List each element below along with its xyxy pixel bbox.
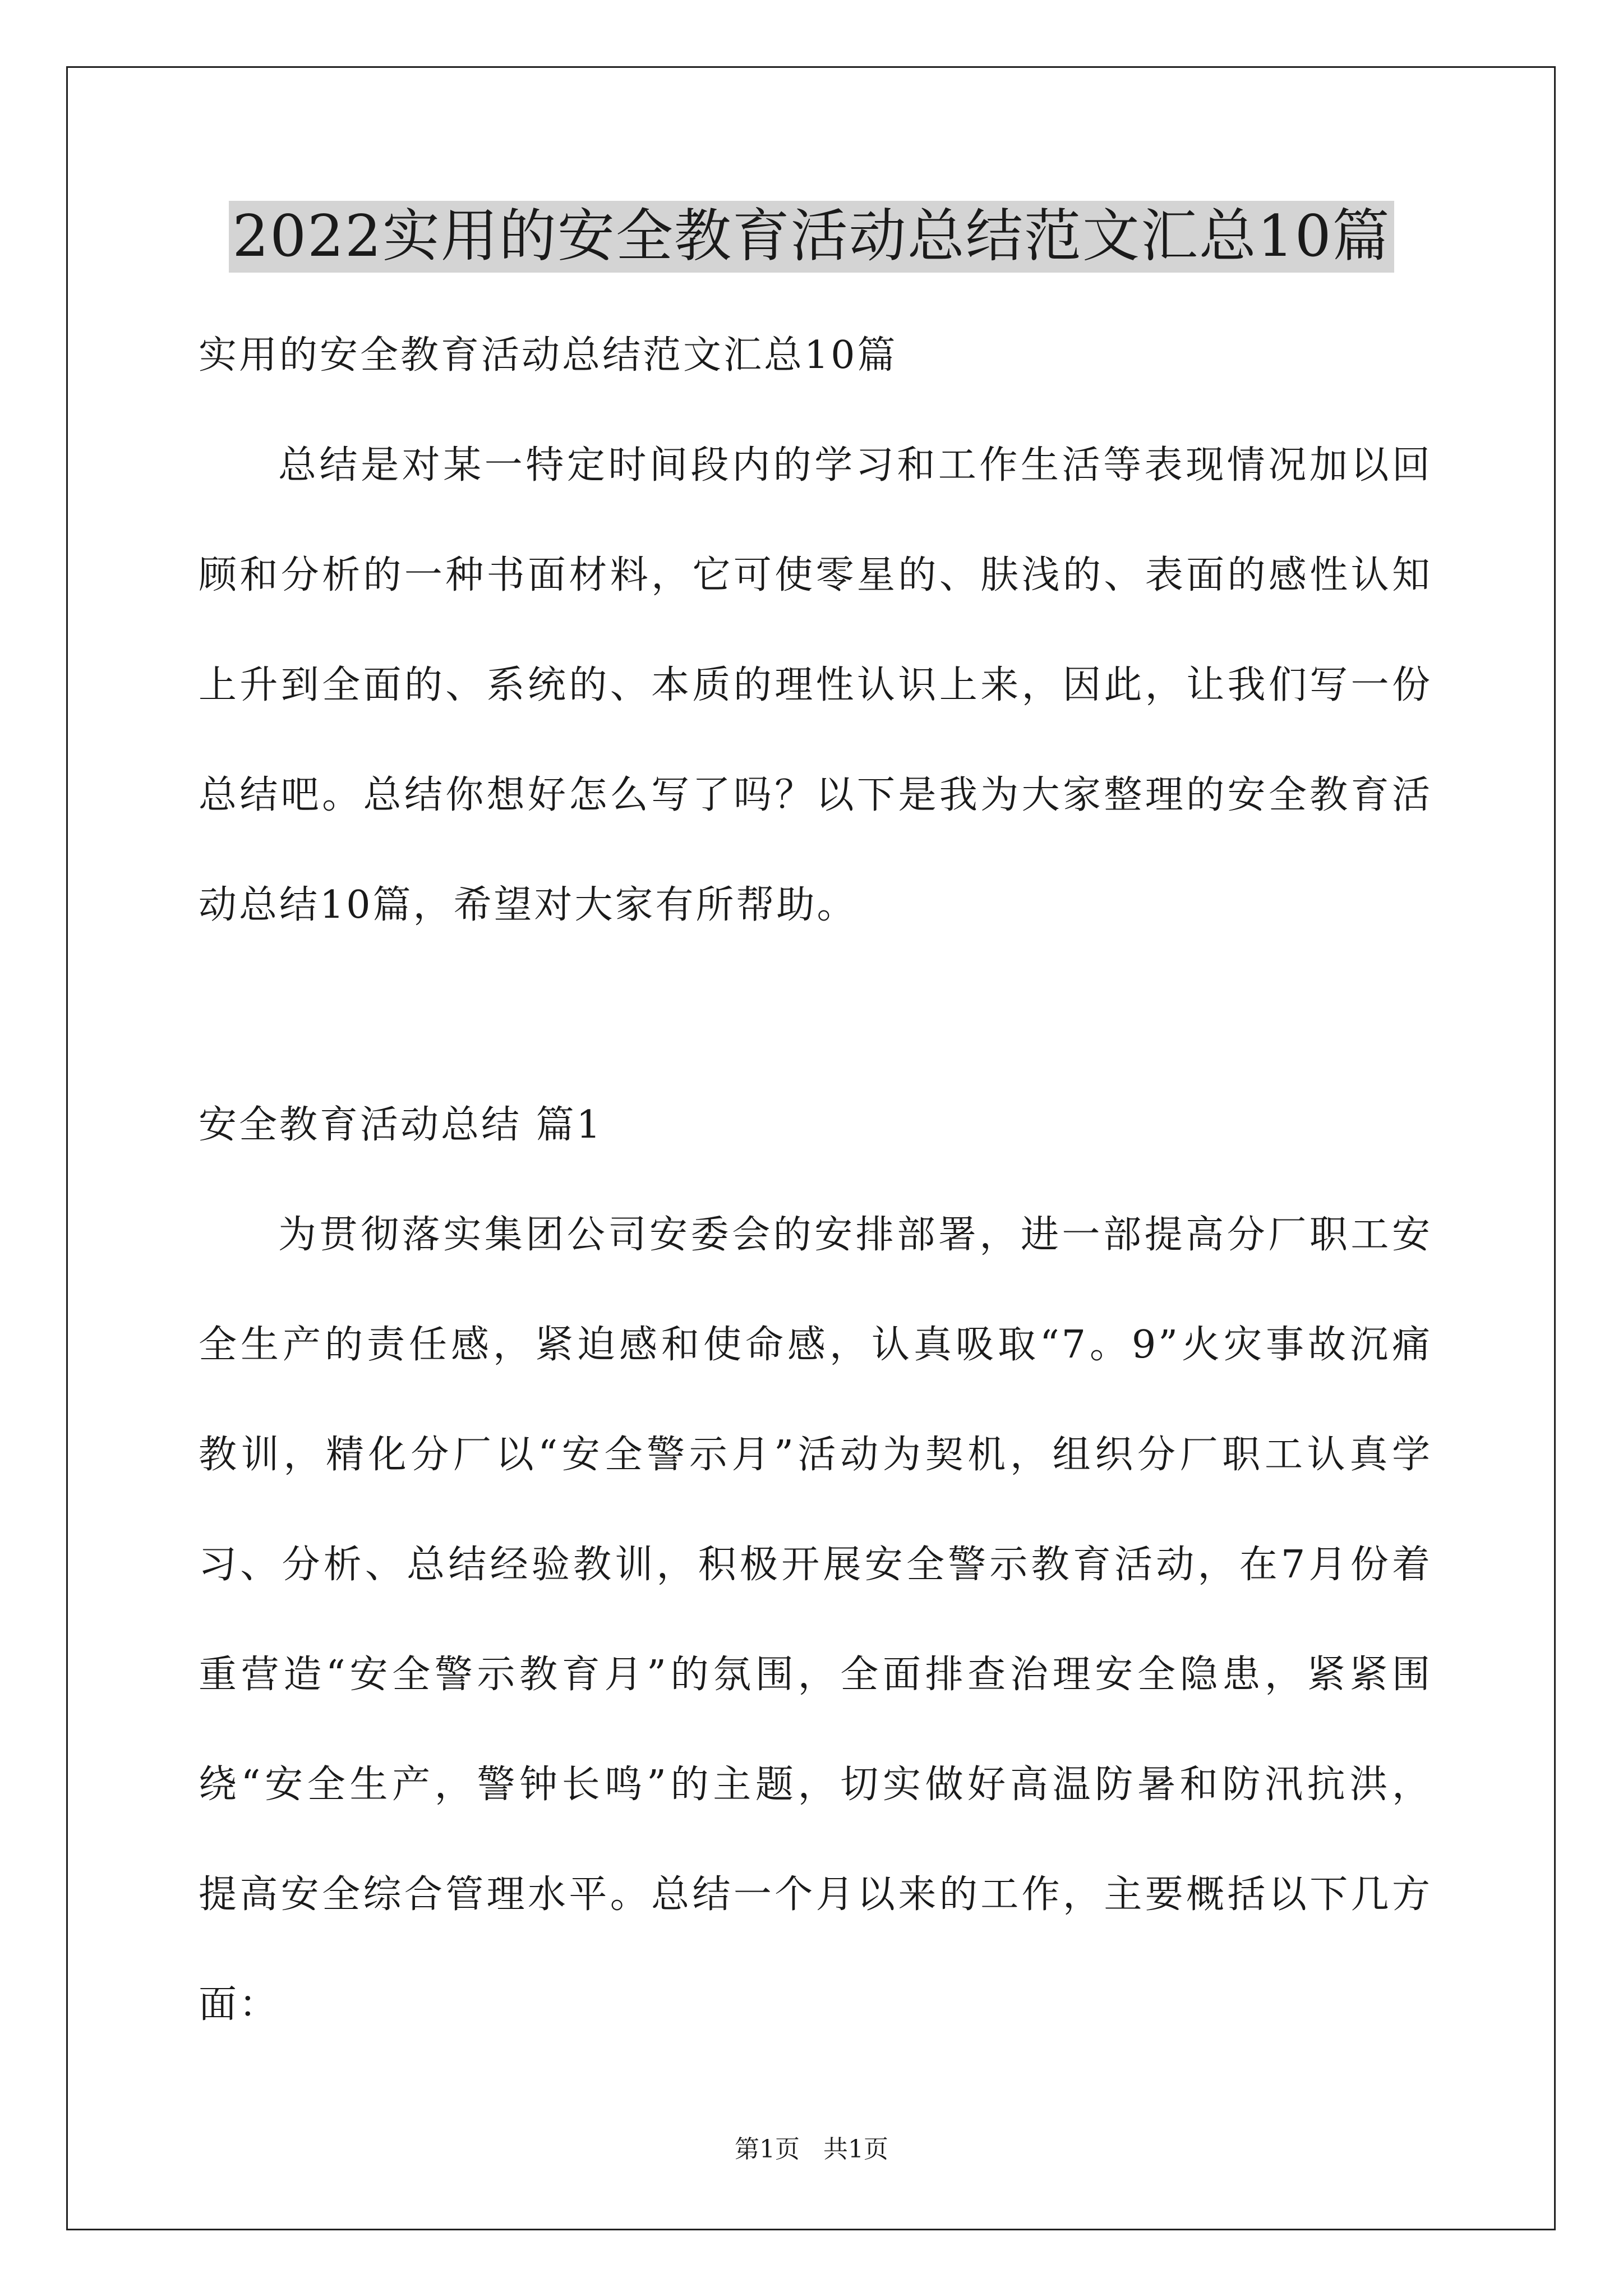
intro-line: 上升到全面的、系统的、本质的理性认识上来，因此，让我们写一份 bbox=[199, 663, 1432, 707]
page-footer: 第1页 共1页 bbox=[735, 2135, 888, 2164]
intro-line: 总结吧。总结你想好怎么写了吗？以下是我为大家整理的安全教育活 bbox=[199, 773, 1432, 817]
intro-line: 顾和分析的一种书面材料，它可使零星的、肤浅的、表面的感性认知 bbox=[199, 553, 1432, 597]
document-title: 2022实用的安全教育活动总结范文汇总10篇 bbox=[229, 201, 1394, 273]
section-line: 提高安全综合管理水平。总结一个月以来的工作，主要概括以下几方 bbox=[199, 1872, 1432, 1917]
section-line: 教训，精化分厂以“安全警示月”活动为契机，组织分厂职工认真学 bbox=[199, 1433, 1432, 1477]
document-subtitle: 实用的安全教育活动总结范文汇总10篇 bbox=[199, 333, 898, 378]
intro-line: 总结是对某一特定时间段内的学习和工作生活等表现情况加以回 bbox=[278, 443, 1432, 487]
section-line: 面： bbox=[199, 1982, 280, 2027]
section-line: 全生产的责任感，紧迫感和使命感，认真吸取“7。9”火灾事故沉痛 bbox=[199, 1323, 1432, 1367]
intro-line: 动总结10篇，希望对大家有所帮助。 bbox=[199, 883, 857, 927]
section-line: 为贯彻落实集团公司安委会的安排部署，进一部提高分厂职工安 bbox=[278, 1213, 1432, 1257]
title-wrap bbox=[0, 201, 1623, 273]
paragraph-gap bbox=[199, 960, 1432, 1070]
section-heading: 安全教育活动总结 篇1 bbox=[199, 1103, 603, 1147]
document-body bbox=[199, 301, 1432, 2060]
section-line: 绕“安全生产，警钟长鸣”的主题，切实做好高温防暑和防汛抗洪， bbox=[199, 1763, 1432, 1807]
section-line: 习、分析、总结经验教训，积极开展安全警示教育活动，在7月份着 bbox=[199, 1543, 1432, 1587]
section-line: 重营造“安全警示教育月”的氛围，全面排查治理安全隐患，紧紧围 bbox=[199, 1653, 1432, 1697]
